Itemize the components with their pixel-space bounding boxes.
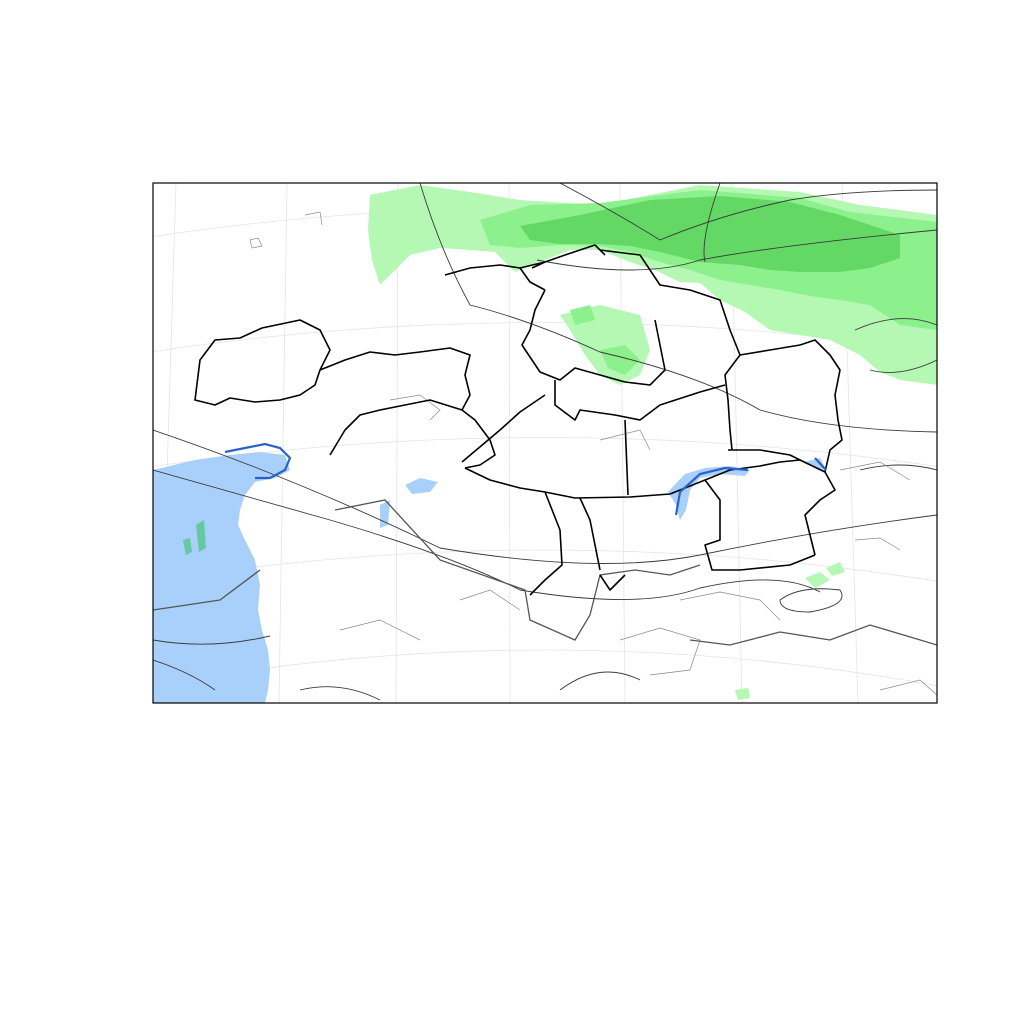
precip-shading — [368, 185, 937, 700]
map-content — [130, 183, 960, 703]
coastlines — [225, 444, 826, 515]
